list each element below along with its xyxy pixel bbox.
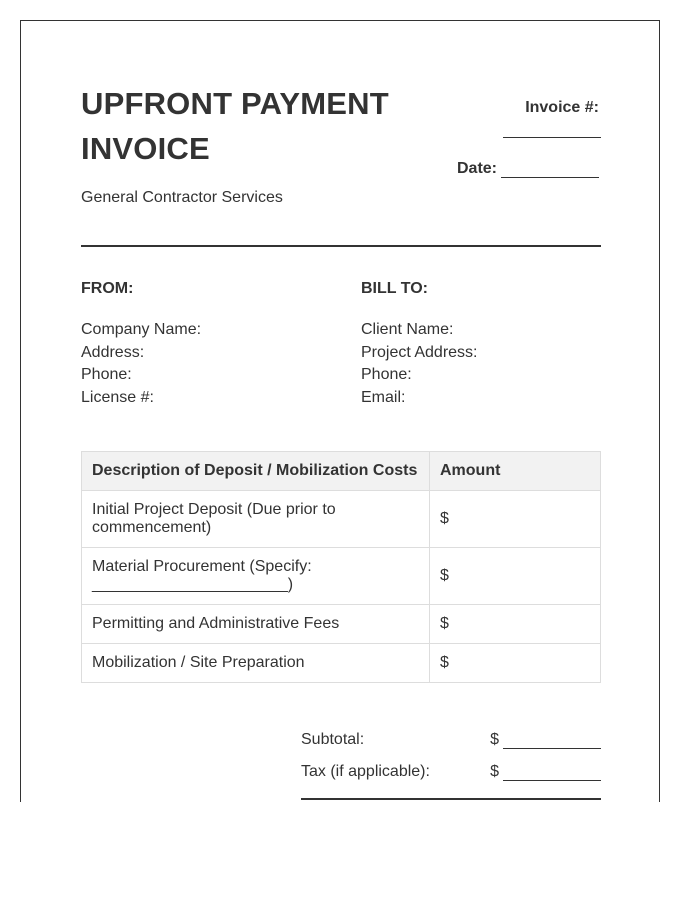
tax-currency: $: [490, 763, 499, 780]
row-description-line2: commencement): [92, 519, 212, 536]
from-phone-label: Phone:: [81, 366, 132, 383]
tax-value: [490, 763, 601, 781]
invoice-title: [81, 81, 441, 171]
table-row: [82, 605, 601, 644]
date-blank[interactable]: [501, 162, 599, 178]
row-amount[interactable]: $: [430, 491, 601, 548]
tax-label: Tax (if applicable):: [301, 763, 430, 780]
invoice-number-label: Invoice #:: [525, 99, 599, 116]
row-description-line1: Material Procurement (Specify:: [92, 558, 312, 575]
subtotal-row: [301, 729, 601, 761]
row-amount[interactable]: $: [430, 644, 601, 683]
invoice-title-line2: INVOICE: [81, 131, 210, 166]
table-row: [82, 491, 601, 548]
invoice-number-blank[interactable]: [503, 137, 601, 138]
from-heading: FROM:: [81, 280, 134, 297]
subtotal-label: Subtotal:: [301, 731, 365, 748]
totals-divider: [301, 798, 601, 800]
row-description: [82, 491, 430, 548]
header-divider: [81, 245, 601, 247]
column-header-amount: Amount: [430, 452, 601, 491]
tax-blank[interactable]: [503, 765, 601, 781]
column-header-description: Description of Deposit / Mobilization Costs: [82, 452, 430, 491]
totals-section: [301, 729, 601, 793]
bill-to-heading: BILL TO:: [361, 280, 428, 297]
row-description-line2: ______________________): [92, 576, 294, 593]
deposit-costs-table: [81, 451, 601, 683]
subtotal-value: [490, 731, 601, 749]
row-amount[interactable]: $: [430, 548, 601, 605]
from-license-label: License #:: [81, 388, 154, 406]
date-row: [457, 160, 599, 178]
bill-to-section: [361, 279, 601, 409]
row-amount[interactable]: $: [430, 605, 601, 644]
table-row: [82, 644, 601, 683]
date-label: Date:: [456, 160, 497, 177]
table-header-row: [82, 452, 601, 491]
bill-to-phone-label: Phone:: [361, 366, 412, 383]
from-company-name-label: Company Name:: [81, 321, 202, 338]
from-section: [81, 279, 321, 409]
tax-row: [301, 761, 601, 793]
bill-to-client-name-label: Client Name:: [361, 321, 454, 338]
bill-to-email-label: Email:: [361, 388, 406, 406]
row-description: Permitting and Administrative Fees: [82, 605, 430, 644]
row-description: [82, 548, 430, 605]
table-row: [82, 548, 601, 605]
row-description-line1: Initial Project Deposit (Due prior to: [92, 501, 336, 518]
invoice-title-line1: UPFRONT PAYMENT: [81, 86, 389, 121]
subtotal-currency: $: [490, 731, 499, 748]
subtotal-blank[interactable]: [503, 733, 601, 749]
invoice-page: [20, 20, 660, 802]
row-description: Mobilization / Site Preparation: [82, 644, 430, 683]
bill-to-project-address-label: Project Address:: [361, 343, 478, 361]
from-address-label: Address:: [81, 343, 145, 361]
invoice-subtitle: General Contractor Services: [81, 189, 283, 206]
